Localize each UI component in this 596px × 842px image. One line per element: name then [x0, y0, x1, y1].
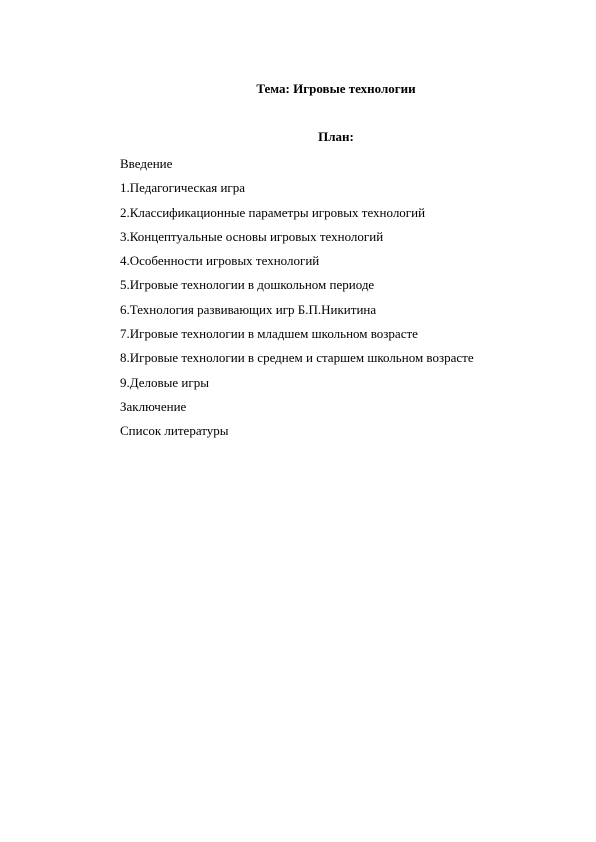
toc-item-4: 4.Особенности игровых технологий [120, 253, 320, 269]
toc-item-conclusion: Заключение [120, 398, 187, 414]
toc-item-1: 1.Педагогическая игра [120, 180, 245, 196]
toc-item-6: 6.Технология развивающих игр Б.П.Никитина [120, 301, 377, 317]
toc-item-references: Список литературы [120, 423, 229, 439]
document-title: Тема: Игровые технологии [256, 81, 416, 96]
toc-item-7: 7.Игровые технологии в младшем школьном возрасте [120, 326, 418, 342]
toc-item-5: 5.Игровые технологии в дошкольном периоде [120, 277, 375, 293]
table-of-contents [120, 152, 560, 444]
toc-item-3: 3.Концептуальные основы игровых технологий [120, 228, 384, 244]
toc-item-2: 2.Классификационные параметры игровых технологий [120, 204, 426, 220]
toc-item-8: 8.Игровые технологии в среднем и старшем школьном возрасте [120, 350, 474, 366]
plan-heading: План: [318, 129, 354, 144]
toc-item-9: 9.Деловые игры [120, 374, 209, 390]
toc-item-introduction: Введение [120, 156, 173, 171]
